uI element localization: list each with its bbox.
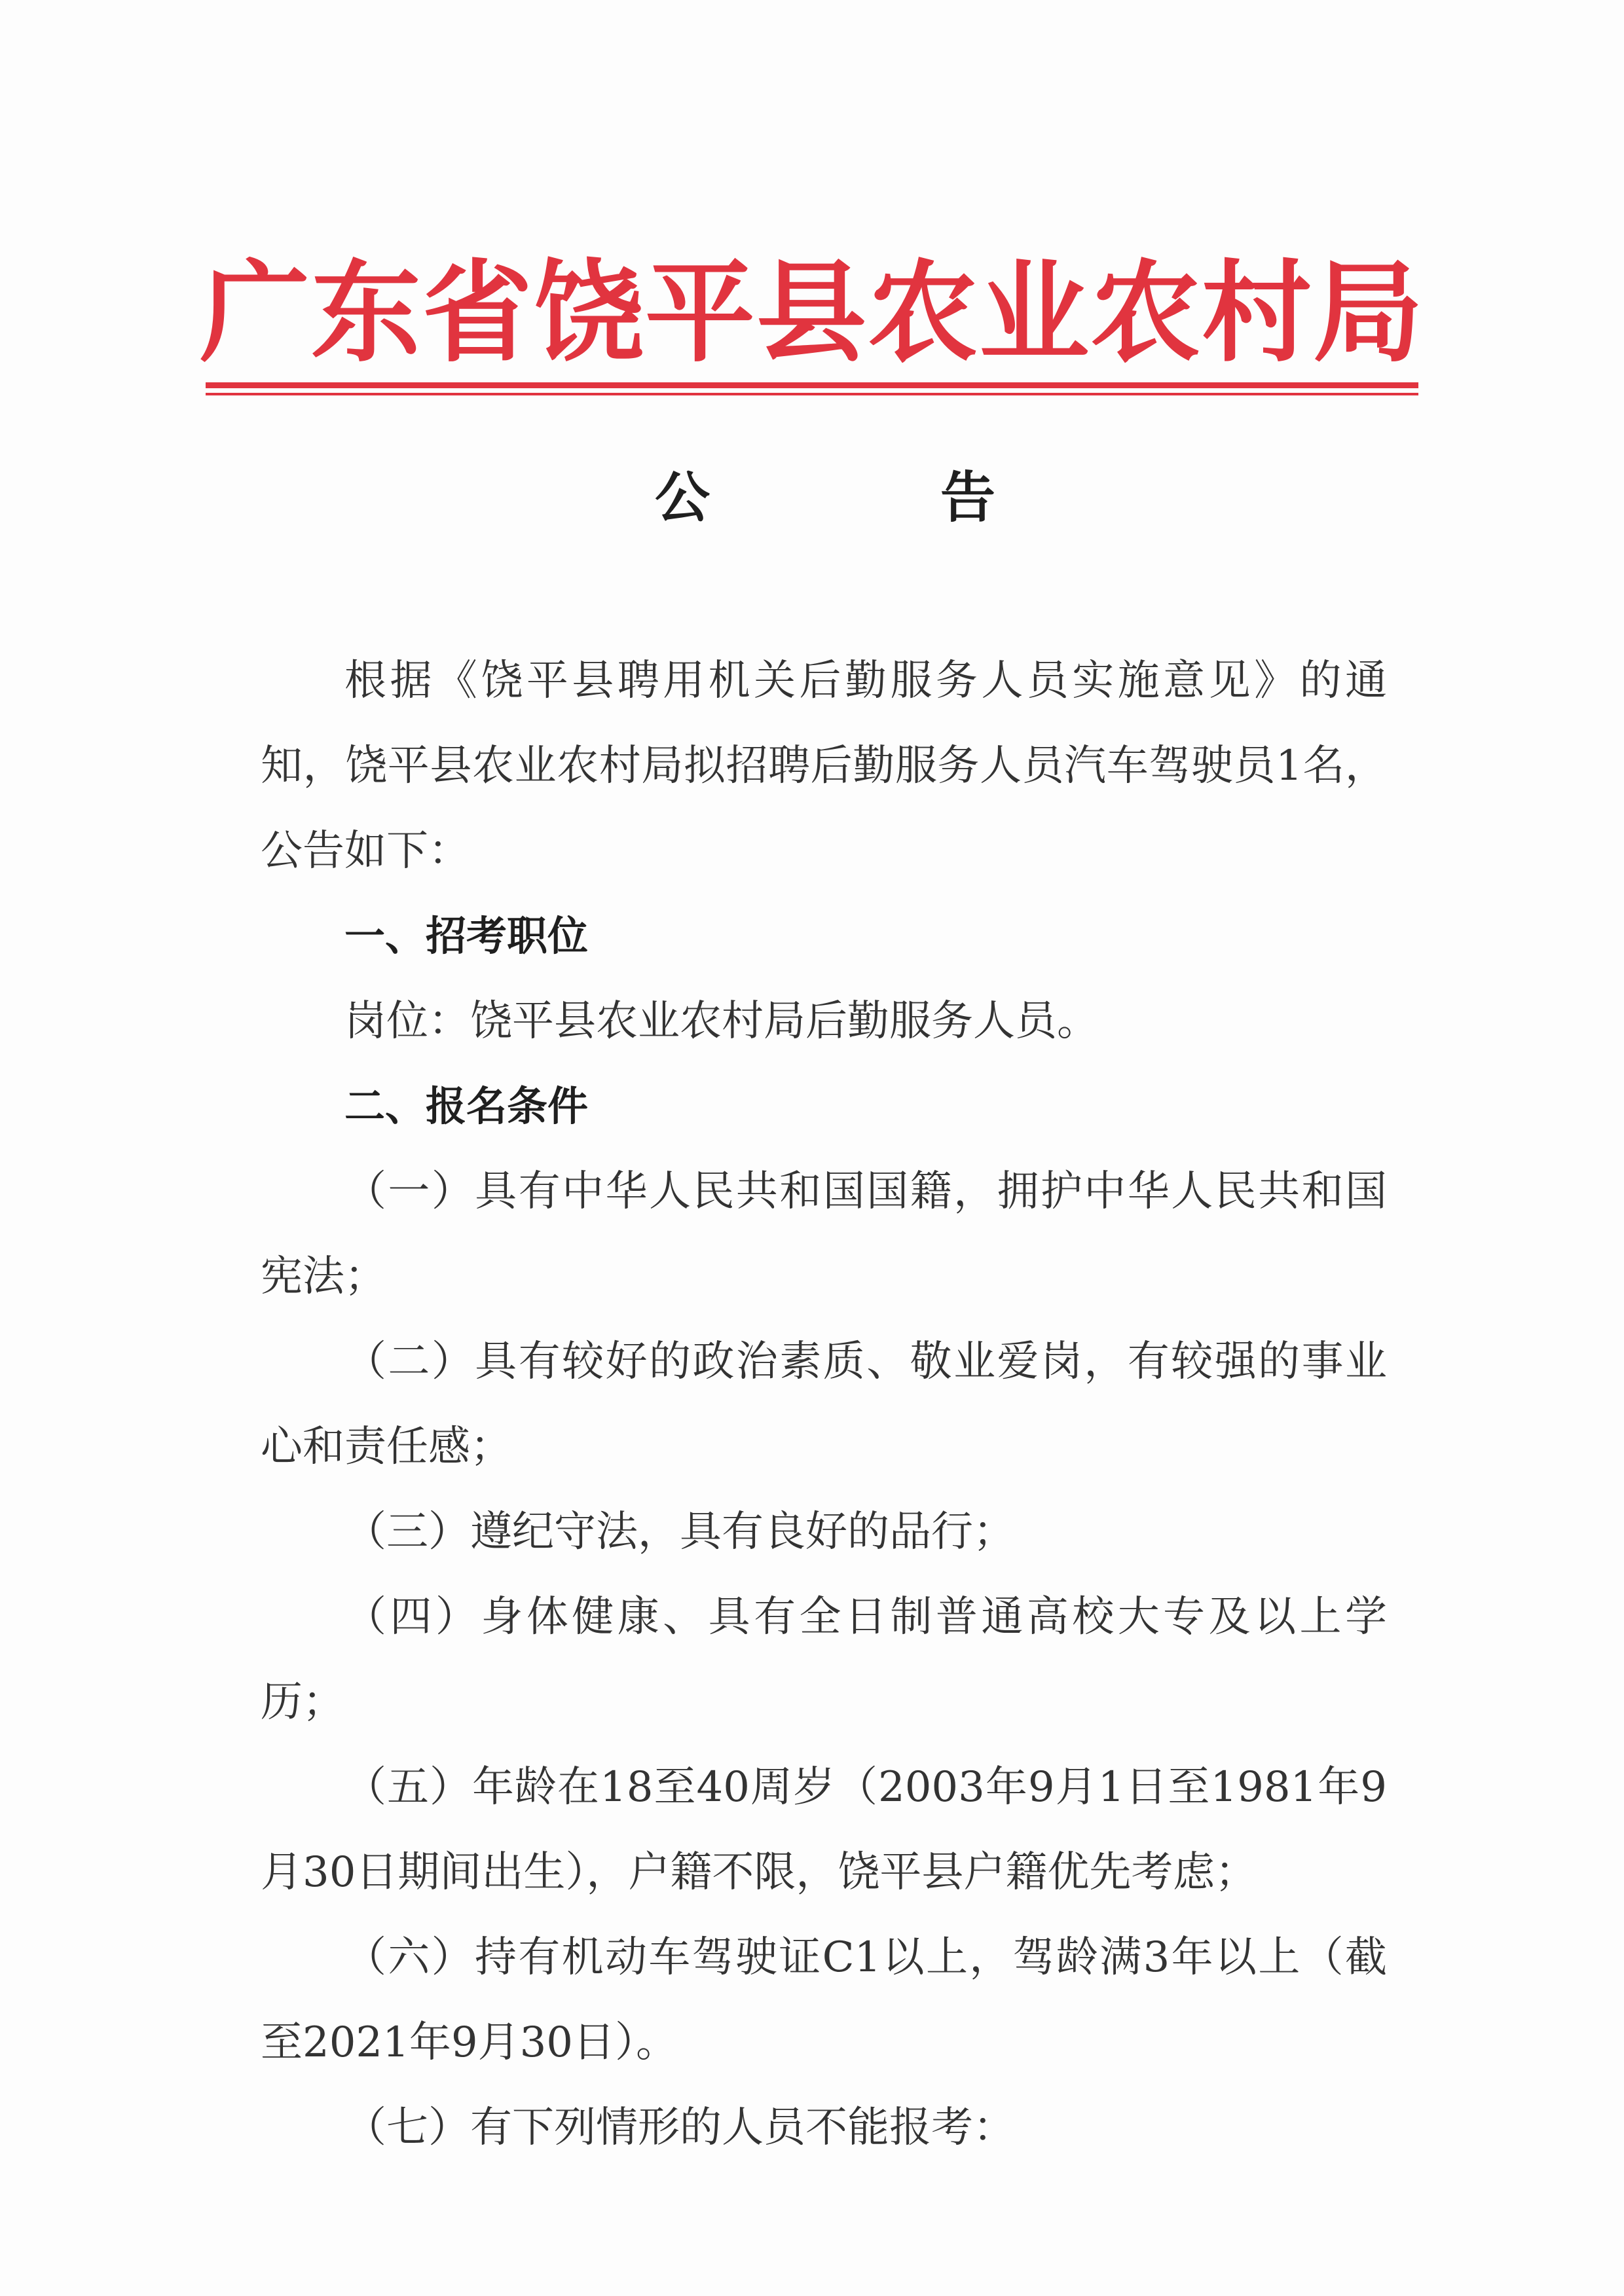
- condition-item-2: （二）具有较好的政治素质、敬业爱岗，有较强的事业心和责任感；: [261, 1338, 1387, 1471]
- condition-item-6: （六）持有机动车驾驶证C1以上，驾龄满3年以上（截至2021年9月30日）。: [261, 1933, 1387, 2067]
- section-1-heading: 一、招考职位: [344, 912, 589, 960]
- condition-item-5: （五）年龄在18至40周岁（2003年9月1日至1981年9月30日期间出生），户籍不限，饶平县户籍优先考虑；: [261, 1763, 1387, 1897]
- letterhead-rule-thin: [206, 393, 1418, 395]
- notice-title: [655, 458, 995, 537]
- condition-item-4: （四）身体健康、具有全日制普通高校大专及以上学历；: [261, 1593, 1387, 1726]
- notice-title-char-1: 公: [655, 465, 710, 530]
- notice-title-char-2: 告: [940, 465, 995, 530]
- intro-paragraph: 根据《饶平县聘用机关后勤服务人员实施意见》的通知，饶平县农业农村局拟招聘后勤服务人员汽车驾驶员1名，公告如下：: [261, 657, 1387, 875]
- section-1-position: 岗位：饶平县农业农村局后勤服务人员。: [344, 997, 1099, 1046]
- letterhead-org-name: 广东省饶平县农业农村局: [200, 249, 1424, 377]
- condition-item-3: （三）遵纪守法，具有良好的品行；: [344, 1508, 1015, 1556]
- section-2-heading: 二、报名条件: [344, 1082, 589, 1130]
- letterhead-rule-thick: [206, 382, 1418, 388]
- condition-item-1: （一）具有中华人民共和国国籍，拥护中华人民共和国宪法；: [261, 1167, 1387, 1301]
- document-body: [261, 638, 1387, 2170]
- condition-item-7: （七）有下列情形的人员不能报考：: [344, 2104, 1015, 2152]
